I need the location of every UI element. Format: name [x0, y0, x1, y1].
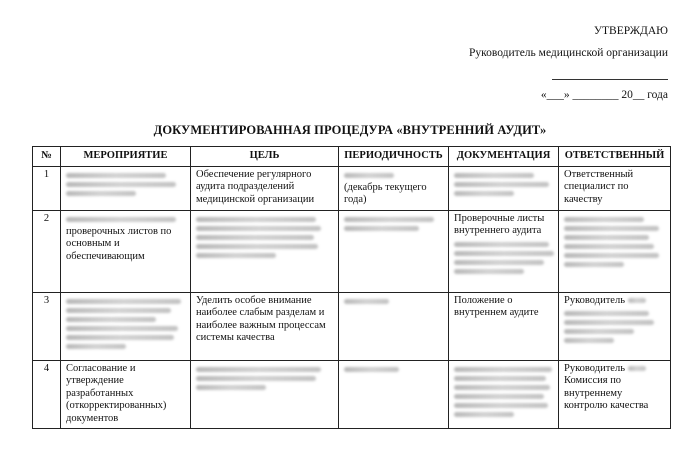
docs-text: Положение о внутреннем аудите [454, 294, 539, 319]
event-cell [61, 292, 191, 360]
redacted-text [454, 251, 554, 256]
redacted-text [196, 226, 321, 231]
redacted-text [564, 338, 614, 343]
period-text: (декабрь текущего года) [344, 181, 427, 206]
table-row [33, 292, 671, 360]
redacted-text [454, 269, 524, 274]
table-row [33, 166, 671, 210]
redacted-text [344, 226, 419, 231]
redacted-text [196, 253, 276, 258]
redacted-text [628, 366, 646, 371]
redacted-text [66, 173, 166, 178]
redacted-text [196, 376, 316, 381]
redacted-text [454, 412, 514, 417]
document-title: ДОКУМЕНТИРОВАННАЯ ПРОЦЕДУРА «ВНУТРЕННИЙ АУДИТ» [153, 123, 547, 137]
redacted-text [66, 335, 174, 340]
event-text: проверочных листов по основным и обеспечивающим [66, 225, 172, 262]
redacted-text [454, 182, 549, 187]
approval-block [469, 26, 668, 101]
goal-text: Обеспечение регулярного аудита подразделений медицинской организации [196, 168, 315, 205]
row-number: 3 [33, 292, 61, 360]
event-cell [61, 360, 191, 428]
period-cell [339, 360, 449, 428]
redacted-text [196, 244, 318, 249]
responsible-text: Комиссия по внутреннему контролю качества [564, 375, 649, 412]
responsible-cell [559, 166, 671, 210]
row-number: 4 [33, 360, 61, 428]
docs-cell [449, 360, 559, 428]
redacted-text [454, 242, 549, 247]
signature-line [552, 69, 668, 80]
redacted-text [66, 326, 178, 331]
redacted-text [66, 191, 136, 196]
docs-cell [449, 292, 559, 360]
docs-text: Проверочные листы внутреннего аудита [454, 212, 545, 237]
goal-cell [191, 166, 339, 210]
redacted-text [344, 299, 389, 304]
redacted-text [454, 260, 544, 265]
approval-role: Руководитель медицинской организации [469, 46, 668, 59]
redacted-text [454, 376, 546, 381]
goal-cell [191, 292, 339, 360]
redacted-text [564, 235, 649, 240]
column-header: ЦЕЛЬ [191, 147, 339, 167]
period-cell [339, 166, 449, 210]
responsible-cell [559, 210, 671, 292]
column-header: ОТВЕТСТВЕННЫЙ [559, 147, 671, 167]
goal-cell [191, 360, 339, 428]
column-header: ДОКУМЕНТАЦИЯ [449, 147, 559, 167]
redacted-text [66, 299, 181, 304]
event-cell [61, 166, 191, 210]
goal-cell [191, 210, 339, 292]
column-header: № [33, 147, 61, 167]
redacted-text [454, 173, 534, 178]
redacted-text [196, 367, 321, 372]
redacted-text [454, 394, 544, 399]
event-text: Согласование и утверждение разработанных (откорректированных) документов [66, 362, 167, 424]
redacted-text [454, 385, 550, 390]
docs-cell [449, 210, 559, 292]
column-header: МЕРОПРИЯТИЕ [61, 147, 191, 167]
redacted-text [564, 262, 624, 267]
redacted-text [66, 182, 176, 187]
redacted-text [196, 217, 316, 222]
redacted-text [564, 226, 659, 231]
responsible-text: Ответственный специалист по качеству [564, 168, 634, 205]
row-number: 1 [33, 166, 61, 210]
responsible-text: Руководитель [564, 295, 665, 308]
redacted-text [66, 317, 156, 322]
redacted-text [344, 367, 399, 372]
redacted-text [66, 344, 126, 349]
period-cell [339, 210, 449, 292]
redacted-text [454, 367, 552, 372]
redacted-text [564, 253, 659, 258]
responsible-cell [559, 360, 671, 428]
redacted-text [344, 217, 434, 222]
event-cell [61, 210, 191, 292]
redacted-text [564, 320, 654, 325]
redacted-text [454, 191, 514, 196]
redacted-text [344, 173, 394, 178]
redacted-text [454, 403, 548, 408]
goal-text: Уделить особое внимание наиболее слабым разделам и наиболее важным процессам системы качества [196, 294, 326, 344]
table-header-row [33, 147, 671, 167]
responsible-text: Руководитель [564, 363, 665, 376]
row-number: 2 [33, 210, 61, 292]
docs-cell [449, 166, 559, 210]
responsible-cell [559, 292, 671, 360]
redacted-text [66, 217, 176, 222]
period-cell [339, 292, 449, 360]
redacted-text [196, 385, 266, 390]
redacted-text [196, 235, 314, 240]
column-header: ПЕРИОДИЧНОСТЬ [339, 147, 449, 167]
redacted-text [564, 244, 654, 249]
approval-date: «___» ________ 20__ года [540, 88, 668, 101]
redacted-text [66, 308, 171, 313]
redacted-text [564, 329, 634, 334]
redacted-text [564, 217, 644, 222]
approval-stamp: УТВЕРЖДАЮ [593, 25, 668, 37]
table-row [33, 210, 671, 292]
redacted-text [564, 311, 649, 316]
table-row [33, 360, 671, 428]
audit-table [32, 146, 671, 429]
redacted-text [628, 298, 646, 303]
